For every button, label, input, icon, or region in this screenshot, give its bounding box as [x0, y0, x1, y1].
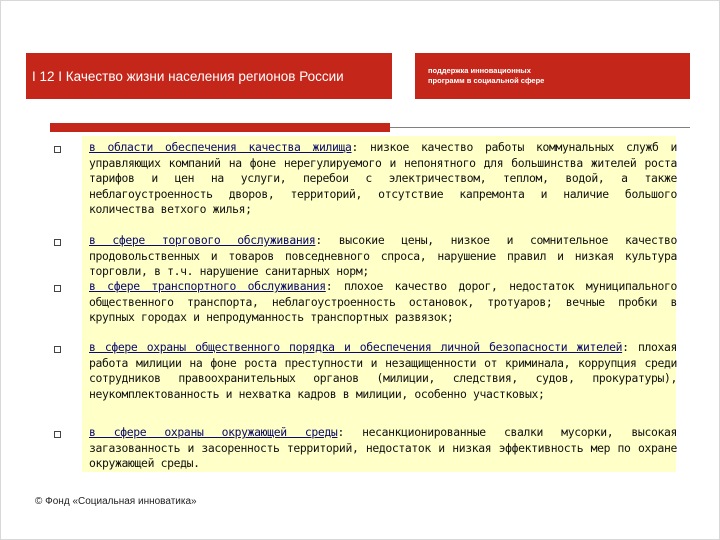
bullet-heading: в области обеспечения качества жилища	[89, 140, 352, 154]
hollow-square-bullet-icon	[54, 285, 61, 292]
bullet-text	[89, 340, 677, 402]
footer-copyright: © Фонд «Социальная инноватика»	[35, 496, 197, 507]
bullet-body: : несанкционированные свалки мусорки, высокая загазованность и засоренность территорий, недостаток и низкая эффективность мер по охране окружающей среды.	[89, 425, 677, 470]
hollow-square-bullet-icon	[54, 431, 61, 438]
bullet-body: : плохое качество дорог, недостаток муниципального общественного транспорта, неблагоустроенность остановок, тротуаров; вечные пробки в крупных городах и непродуманность транспортных развязок;	[89, 279, 678, 324]
bullet-text	[89, 279, 677, 326]
bullet-body: : низкое качество работы коммунальных служб и управляющих компаний на фоне нерегулируемого и непонятного для большинства жителей роста тарифов и цен на услуги, перебои с электричеством, теплом, водой, а также неблагоустроенность дворов, территорий, отсутствие капремонта и наличие большого количества ветхого жилья;	[89, 140, 677, 216]
slide-title: I 12 I Качество жизни населения регионов России	[32, 68, 344, 84]
bullet-body: : плохая работа милиции на фоне роста преступности и незащищенности от криминала, коррупция среди сотрудников правоохранительных органов (милиции, следствия, судов, прокуратуры), неукомплектованность и нехватка кадров в милиции, особенно участковых;	[89, 340, 678, 401]
slide-subtitle-line-1: поддержка инновационных	[428, 66, 531, 75]
hollow-square-bullet-icon	[54, 239, 61, 246]
hollow-square-bullet-icon	[54, 346, 61, 353]
bullet-heading: в сфере торгового обслуживания	[89, 233, 316, 247]
bullet-body: : высокие цены, низкое и сомнительное качество продовольственных и товаров повседневного спроса, нарушение правил и низкая культура торговли, в т.ч. нарушение санитарных норм;	[89, 233, 678, 278]
bullet-text	[89, 233, 677, 280]
bullet-heading: в сфере охраны общественного порядка и обеспечения личной безопасности жителей	[89, 340, 623, 354]
bullet-text	[89, 140, 677, 218]
bullet-text	[89, 425, 677, 472]
bullet-heading: в сфере транспортного обслуживания	[89, 279, 326, 293]
bullet-heading: в сфере охраны окружающей среды	[89, 425, 338, 439]
slide-subtitle-line-2: программ в социальной сфере	[428, 75, 545, 85]
hollow-square-bullet-icon	[54, 146, 61, 153]
